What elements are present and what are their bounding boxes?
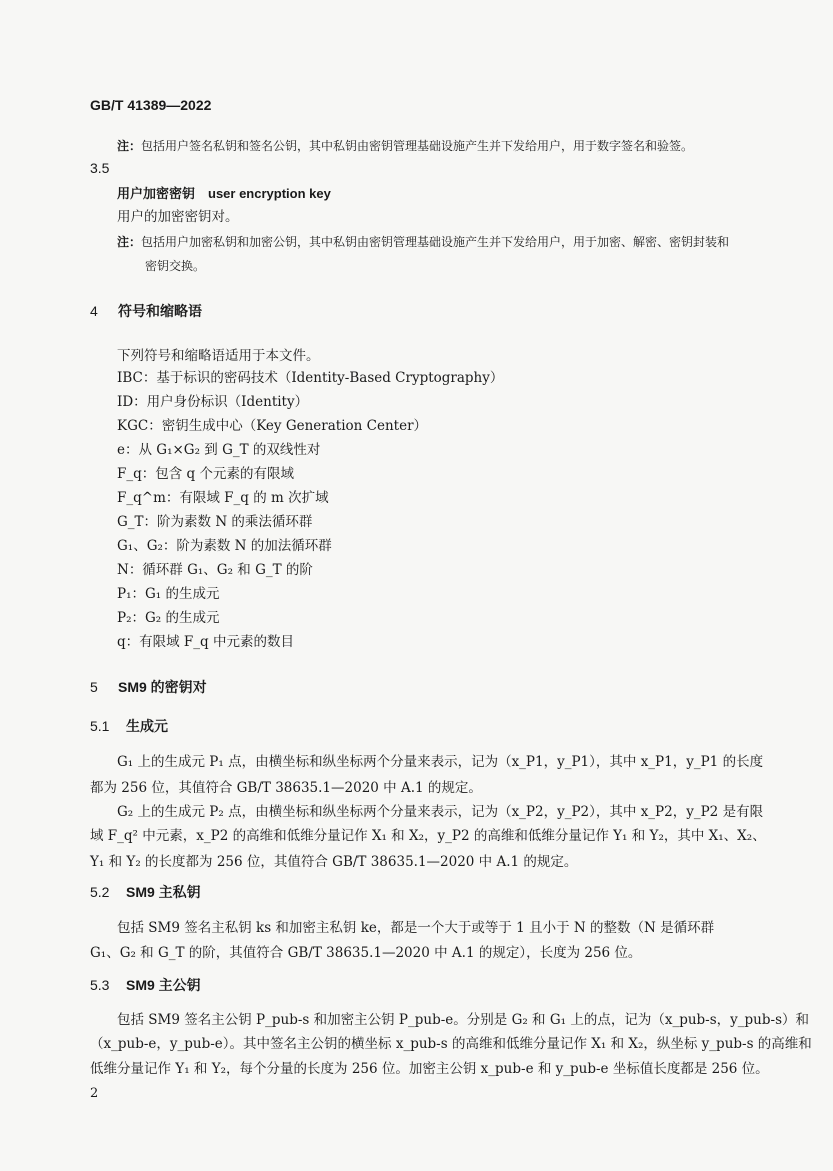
- paragraph-line: Y₁ 和 Y₂ 的长度都为 256 位，其值符合 GB/T 38635.1—2020 中 A.1 的规定。: [90, 854, 578, 870]
- section-number: 4: [90, 303, 98, 319]
- subsection-number: 5.1: [90, 718, 110, 734]
- term-definition: 用户的加密密钥对。: [117, 209, 239, 225]
- subsection-number: 5.3: [90, 977, 110, 993]
- symbol-item: ID：用户身份标识（Identity）: [117, 394, 309, 410]
- section-4-heading: [90, 301, 202, 321]
- subsection-title: SM9 主公钥: [126, 977, 201, 993]
- subsection-5-2-heading: [90, 882, 201, 902]
- page-number: 2: [90, 1086, 99, 1101]
- symbol-item: G_T：阶为素数 N 的乘法循环群: [117, 514, 313, 530]
- paragraph-line: 域 F_q² 中元素，x_P2 的高维和低维分量记作 X₁ 和 X₂，y_P2 的高维和低维分量记作 Y₁ 和 Y₂，其中 X₁、X₂、: [90, 828, 766, 844]
- note-text-line1: 包括用户加密私钥和加密公钥，其中私钥由密钥管理基础设施产生并下发给用户，用于加密、解密、密钥封装和: [141, 235, 730, 249]
- paragraph-line: G₂ 上的生成元 P₂ 点，由横坐标和纵坐标两个分量来表示，记为（x_P2，y_P2），其中 x_P2，y_P2 是有限: [117, 804, 764, 820]
- note-signing-key: [117, 134, 693, 158]
- symbol-item: KGC：密钥生成中心（Key Generation Center）: [117, 418, 428, 434]
- note-label: 注：: [117, 139, 142, 153]
- symbol-item: P₁：G₁ 的生成元: [117, 586, 220, 602]
- paragraph-line: G₁、G₂ 和 G_T 的阶，其值符合 GB/T 38635.1—2020 中 A.1 的规定），长度为 256 位。: [90, 945, 642, 961]
- note-encryption-key: [117, 230, 729, 254]
- symbol-item: N：循环群 G₁、G₂ 和 G_T 的阶: [117, 562, 313, 578]
- symbol-item: e：从 G₁×G₂ 到 G_T 的双线性对: [117, 442, 321, 458]
- section-title: 符号和缩略语: [118, 303, 202, 319]
- term-title: 用户加密密钥 user encryption key: [117, 186, 331, 201]
- paragraph-line: G₁ 上的生成元 P₁ 点，由横坐标和纵坐标两个分量来表示，记为（x_P1，y_P1），其中 x_P1，y_P1 的长度: [117, 754, 764, 770]
- document-id-header: GB/T 41389—2022: [90, 97, 212, 113]
- section-5-heading: [90, 677, 207, 697]
- paragraph-line: 低维分量记作 Y₁ 和 Y₂，每个分量的长度为 256 位。加密主公钥 x_pub-e 和 y_pub-e 坐标值长度都是 256 位。: [90, 1061, 769, 1077]
- section-number: 5: [90, 679, 98, 695]
- section-4-intro: 下列符号和缩略语适用于本文件。: [117, 348, 320, 364]
- symbol-item: IBC：基于标识的密码技术（Identity-Based Cryptography）: [117, 370, 504, 386]
- term-number: 3.5: [90, 160, 110, 176]
- paragraph-line: 包括 SM9 签名主公钥 P_pub-s 和加密主公钥 P_pub-e。分别是 G₂ 和 G₁ 上的点，记为（x_pub-s，y_pub-s）和: [117, 1012, 810, 1028]
- paragraph-line: （x_pub-e，y_pub-e）。其中签名主公钥的横坐标 x_pub-s 的高维和低维分量记作 X₁ 和 X₂，纵坐标 y_pub-s 的高维和: [90, 1036, 812, 1052]
- paragraph-line: 包括 SM9 签名主私钥 ks 和加密主私钥 ke，都是一个大于或等于 1 且小于 N 的整数（N 是循环群: [117, 920, 715, 936]
- note-label: 注：: [117, 235, 142, 249]
- note-text-line2: 密钥交换。: [145, 259, 206, 273]
- note-text: 包括用户签名私钥和签名公钥，其中私钥由密钥管理基础设施产生并下发给用户，用于数字签名和验签。: [141, 139, 694, 153]
- symbol-item: P₂：G₂ 的生成元: [117, 610, 220, 626]
- subsection-5-3-heading: [90, 975, 201, 995]
- subsection-title: SM9 主私钥: [126, 884, 201, 900]
- symbol-item: F_q：包含 q 个元素的有限域: [117, 466, 294, 482]
- subsection-title: 生成元: [126, 718, 168, 734]
- section-title: SM9 的密钥对: [118, 679, 207, 695]
- symbol-item: F_q^m：有限域 F_q 的 m 次扩域: [117, 490, 329, 506]
- subsection-5-1-heading: [90, 716, 168, 736]
- symbol-item: G₁、G₂：阶为素数 N 的加法循环群: [117, 538, 332, 554]
- symbol-item: q：有限域 F_q 中元素的数目: [117, 634, 294, 650]
- paragraph-line: 都为 256 位，其值符合 GB/T 38635.1—2020 中 A.1 的规定。: [90, 780, 482, 796]
- subsection-number: 5.2: [90, 884, 110, 900]
